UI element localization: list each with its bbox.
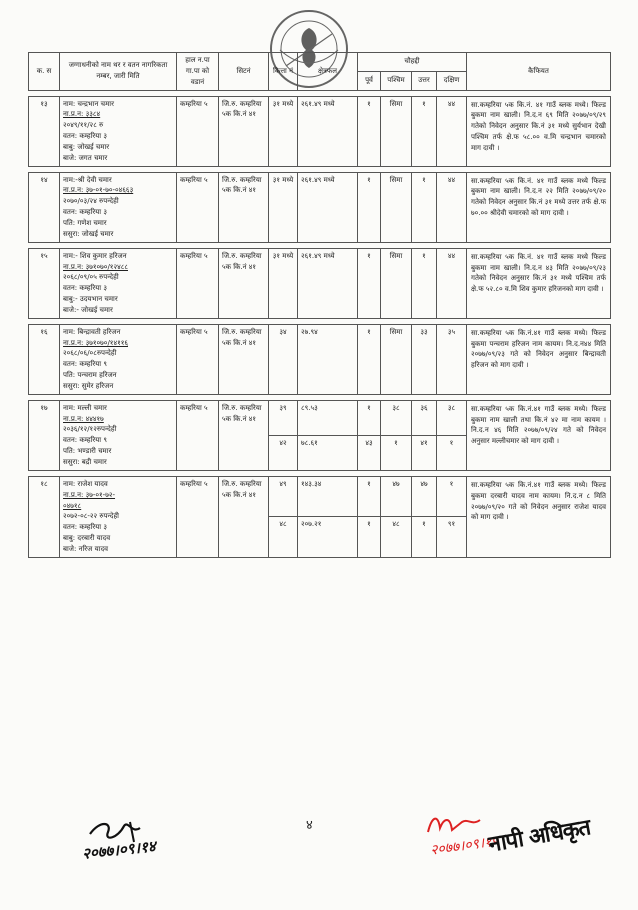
owner-line: २०७०/०३/२४ रुपन्देही <box>63 197 119 206</box>
area-value: २७.९४ <box>298 324 358 394</box>
boundary-south: ४४ <box>437 96 467 166</box>
sheet-number: जि.रु. कम्हरिया ५क कि.नं ४१ <box>219 400 269 470</box>
owner-details <box>60 324 177 394</box>
owner-details <box>60 476 177 557</box>
area-value: २६१.४९ मध्ये <box>298 96 358 166</box>
owner-line: २०६८/०९/०५ रुपन्देही <box>63 273 119 282</box>
serial-number: १७ <box>29 400 60 470</box>
boundary-east: १ <box>358 517 381 557</box>
table-row <box>29 172 611 242</box>
boundary-east: १ <box>358 476 381 516</box>
boundary-east: १ <box>358 400 381 435</box>
table-row <box>29 476 611 516</box>
serial-number: १६ <box>29 324 60 394</box>
table-row <box>29 324 611 394</box>
owner-line: नाम: बिन्द्रावती हरिजन <box>63 327 121 336</box>
owner-details <box>60 172 177 242</box>
header-sn: क. स <box>29 53 60 91</box>
area-value: २६१.४९ मध्ये <box>298 248 358 318</box>
boundary-north: १ <box>412 248 437 318</box>
ward-number: कम्हरिया ५ <box>177 96 219 166</box>
sheet-number: जि.रु. कम्हरिया ५क कि.नं ४१ <box>219 476 269 557</box>
header-row <box>29 53 611 72</box>
header-west: पश्चिम <box>381 71 412 90</box>
serial-number: १५ <box>29 248 60 318</box>
boundary-east: ४३ <box>358 435 381 470</box>
area-value: ८९.५३ <box>298 400 358 435</box>
owner-line: ना.प्र.न: ३७१०७०/१२४८८ <box>63 262 128 271</box>
boundary-west: सिमा <box>381 96 412 166</box>
remarks: सा.कम्हरिया ५क कि.नं.४१ गाउँ ब्लक मध्ये। फिल्ड बुकमा दरबारी यादव नाम कायम। नि.द.न ८ मिति २०७७/०९/२० गते को निवेदन अनुसार राजेश यादव को माग दावी । <box>467 476 611 557</box>
owner-line: ससुरा: सुमेर हरिजन <box>63 381 114 390</box>
left-signature-date: २०७७।०९।१४ <box>81 837 157 863</box>
owner-line: बाबु: दरबारी यादव <box>63 534 111 543</box>
boundary-west: सिमा <box>381 324 412 394</box>
serial-number: १३ <box>29 96 60 166</box>
header-sheet: सिटनं <box>219 53 269 91</box>
owner-line: ना.प्र.न: ४४४१७ <box>63 414 104 423</box>
area-value: १४३.३४ <box>298 476 358 516</box>
owner-line: वतन: कम्हरिया ९ <box>63 436 107 445</box>
plot-number: ३४ <box>269 324 298 394</box>
header-vdc: हाल न.पा गा.पा को वडानं <box>177 53 219 91</box>
remarks: सा.कम्हरिया ५क कि.नं. ४१ गाउँ ब्लक मध्ये फिल्ड बुकमा नाम खाली। नि.द.न ४३ मिति २०७७/०९/२३ गतेको निवेदन अनुसार कि.नं ३१ मध्ये पश्चिम तर्फ क्षे.फ ५२.८० व.मि शिव कुमार हरिजनको माग दावी । <box>467 248 611 318</box>
owner-line: ससुरा: बद्री चमार <box>63 458 107 466</box>
owner-line: २०३६/१२/१२रुपन्देही <box>63 425 117 434</box>
boundary-north: १ <box>412 96 437 166</box>
sheet-number: जि.रु. कम्हरिया ५क कि.नं ४१ <box>219 172 269 242</box>
owner-line: ०४७१८ <box>63 501 82 510</box>
table-row <box>29 248 611 318</box>
owner-line: नाम:- शिव कुमार हरिजन <box>63 251 127 260</box>
owner-line: वतन: कम्हरिया ३ <box>63 523 107 532</box>
boundary-north: ३३ <box>412 324 437 394</box>
plot-number: ४२ <box>269 435 298 470</box>
owner-line: नाम: चन्द्रभान चमार <box>63 99 114 108</box>
header-area: क्षेत्रफल <box>298 53 358 91</box>
owner-line: ना.प्र.न: ३७-०१-७०-०४६६३ <box>63 186 134 195</box>
owner-details <box>60 96 177 166</box>
area-value: ७८.६१ <box>298 435 358 470</box>
owner-line: नाम:-श्री देवी चमार <box>63 175 112 184</box>
ward-number: कम्हरिया ५ <box>177 400 219 470</box>
owner-line: ना.प्र.न: ३३८४ <box>63 110 101 119</box>
owner-line: नाम: मल्ली चमार <box>63 403 107 412</box>
boundary-east: १ <box>358 96 381 166</box>
sheet-number: जि.रु. कम्हरिया ५क कि.नं ४१ <box>219 324 269 394</box>
boundary-north: ४७ <box>412 476 437 516</box>
boundary-west: सिमा <box>381 248 412 318</box>
header-boundaries: चौहद्दी <box>358 53 467 72</box>
ward-number: कम्हरिया ५ <box>177 476 219 557</box>
owner-line: २०४९/११/२८ रु <box>63 121 104 130</box>
boundary-north: ३६ <box>412 400 437 435</box>
header-plot: कित्ता नं <box>269 53 298 91</box>
area-value: २६१.४९ मध्ये <box>298 172 358 242</box>
table-row <box>29 400 611 435</box>
plot-number: ३१ मध्ये <box>269 172 298 242</box>
ward-number: कम्हरिया ५ <box>177 324 219 394</box>
boundary-south: ४४ <box>437 248 467 318</box>
sheet-number: जि.रु. कम्हरिया ५क कि.नं ४१ <box>219 96 269 166</box>
plot-number: ४९ <box>269 476 298 516</box>
owner-line: २०६८/०६/०८रुपन्देही <box>63 349 117 358</box>
table-row <box>29 96 611 166</box>
header-south: दक्षिण <box>437 71 467 90</box>
owner-details <box>60 400 177 470</box>
boundary-north: १ <box>412 172 437 242</box>
header-remarks: कैफियत <box>467 53 611 91</box>
register-body <box>29 90 611 557</box>
owner-line: बाजे: नरिज यादव <box>63 544 109 553</box>
owner-line: २०७२-०८-२२ रुपन्देही <box>63 512 119 521</box>
officer-stamp: नापी अधिकृत <box>486 815 592 858</box>
owner-line: बाबु: जोखई चमार <box>63 142 110 151</box>
boundary-south: १ <box>437 476 467 516</box>
owner-line: वतन: कम्हरिया ३ <box>63 132 107 141</box>
owner-line: वतन: कम्हरिया ३ <box>63 284 107 293</box>
owner-line: पति: गणेश चमार <box>63 218 107 227</box>
boundary-west: ४८ <box>381 517 412 557</box>
owner-line: ना.प्र.न: ३७१०७०/१४११६ <box>63 338 128 347</box>
remarks: सा.कम्हरिया ५क कि.नं.४१ गाउँ ब्लक मध्ये। फिल्ड बुकमा पन्चराम हरिजन नाम कायम। नि.द.न४४ मिति २०७७/०९/२३ गते को निवेदन अनुसार बिन्द्रावती हरिजन को माग दावी । <box>467 324 611 394</box>
owner-line: पति: भण्डारी चमार <box>63 447 112 456</box>
plot-number: ३९ <box>269 400 298 435</box>
owner-line: बाबु:- उदयभान चमार <box>63 295 118 304</box>
owner-line: बाजे:- जोखई चमार <box>63 305 113 314</box>
remarks: सा.कम्हरिया ५क कि.नं.४१ गाउँ ब्लक मध्ये। फिल्ड बुकमा नाम खाली तथा कि.नं ४२ मा नाम कायम । नि.द.न ४६ मिति २०७७/०९/२४ गते को निवेदन अनुसार मल्लीचमार को माग दावी । <box>467 400 611 470</box>
owner-line: बाजे: जगत चमार <box>63 153 108 162</box>
owner-details <box>60 248 177 318</box>
owner-line: ससुरा: जोखई चमार <box>63 229 114 238</box>
boundary-south: ९१ <box>437 517 467 557</box>
boundary-west: १ <box>381 435 412 470</box>
area-value: २०७.२१ <box>298 517 358 557</box>
boundary-west: सिमा <box>381 172 412 242</box>
remarks: सा.कम्हरिया ५क कि.नं. ४१ गाउँ ब्लक मध्ये फिल्ड बुकमा नाम खाली। नि.द.न २२ मिति २०७७/०९/२० गतेको निवेदन अनुसार कि.नं ३१ मध्ये उत्तर तर्फ क्षे.फ ७०.०० श्रीदेवी चमारको को माग दावी । <box>467 172 611 242</box>
plot-number: ३१ मध्ये <box>269 96 298 166</box>
header-north: उत्तर <box>412 71 437 90</box>
owner-line: वतन: कम्हरिया ९ <box>63 360 107 369</box>
owner-line: नाम: राजेश यादव <box>63 479 108 488</box>
owner-line: वतन: कम्हरिया ३ <box>63 208 107 217</box>
boundary-south: १ <box>437 435 467 470</box>
ward-number: कम्हरिया ५ <box>177 172 219 242</box>
boundary-west: ३८ <box>381 400 412 435</box>
header-east: पूर्व <box>358 71 381 90</box>
boundary-south: ३८ <box>437 400 467 435</box>
ward-number: कम्हरिया ५ <box>177 248 219 318</box>
plot-number: ४८ <box>269 517 298 557</box>
serial-number: १४ <box>29 172 60 242</box>
boundary-east: १ <box>358 248 381 318</box>
owner-line: ना.प्र.न: ३७-०१-७२- <box>63 490 116 499</box>
remarks: सा.कम्हरिया ५क कि.नं. ४१ गाउँ ब्लक मध्ये। फिल्ड बुकमा नाम खाली। नि.द.न ६९ मिति २०७७/०९/२९ गतेको निवेदन अनुसार कि.नं ३१ मध्ये सुर्यभान देखी पश्चिम तर्फ क्षे.फ ५८.०० व.मि चन्द्रभान चमारको माग दावी । <box>467 96 611 166</box>
boundary-west: ४७ <box>381 476 412 516</box>
right-signature-date: २०७७।०९।१५ <box>429 833 500 859</box>
serial-number: १८ <box>29 476 60 557</box>
land-register-table <box>28 52 611 558</box>
owner-line: पति: पन्चराम हरिजन <box>63 371 117 380</box>
sheet-number: जि.रु. कम्हरिया ५क कि.नं ४१ <box>219 248 269 318</box>
boundary-south: ३५ <box>437 324 467 394</box>
plot-number: ३१ मध्ये <box>269 248 298 318</box>
boundary-east: १ <box>358 172 381 242</box>
boundary-north: १ <box>412 517 437 557</box>
boundary-north: ४१ <box>412 435 437 470</box>
page-number: ४ <box>306 818 313 833</box>
header-owner: जग्गाधनीको नाम थर र वतन नागरिकता नम्बर, जारी मिति <box>60 53 177 91</box>
boundary-east: १ <box>358 324 381 394</box>
boundary-south: ४४ <box>437 172 467 242</box>
